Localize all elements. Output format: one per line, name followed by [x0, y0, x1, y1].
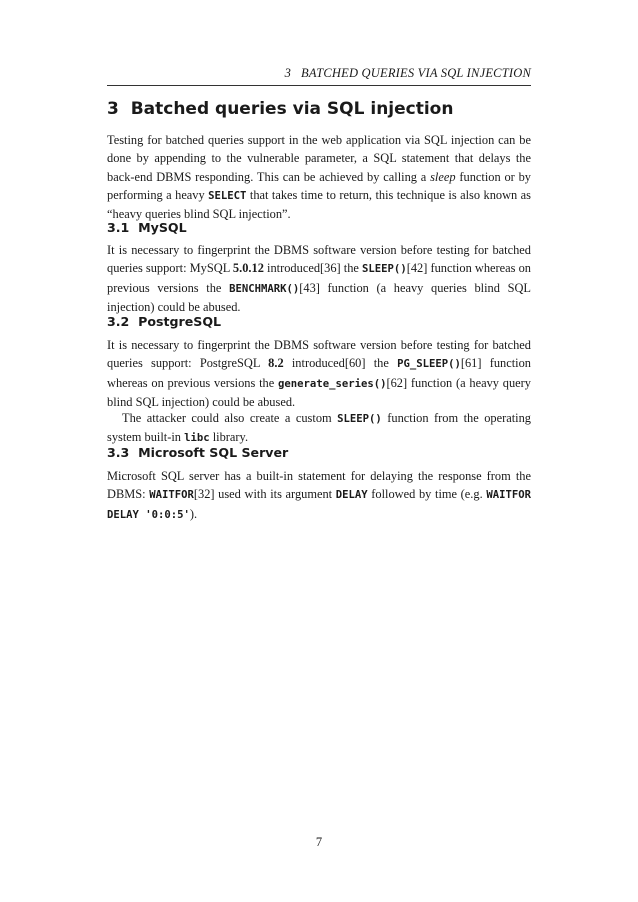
mssql-text-2: [32] used with its argument	[193, 487, 336, 502]
postgresql-p2-code-sleep: SLEEP()	[337, 413, 382, 425]
section-title-text: Batched queries via SQL injection	[130, 99, 454, 119]
intro-text-2: function or by performing a heavy	[107, 169, 531, 202]
postgresql-p2-code-libc: libc	[184, 432, 210, 445]
postgresql-code-generate-series: generate_series()	[278, 377, 387, 390]
postgresql-p2-text-3: library.	[209, 430, 249, 445]
subsection-title-mysql	[107, 220, 187, 235]
mysql-text-4: [43] function (a heavy queries blind SQL injection) could be abused.	[107, 280, 531, 314]
intro-code: SELECT	[208, 189, 247, 202]
mssql-code-waitfor: WAITFOR	[149, 489, 194, 502]
mysql-paragraph	[107, 241, 531, 316]
mssql-text-3: followed by time (e.g.	[367, 487, 487, 502]
intro-paragraph	[107, 131, 531, 223]
subsection-title-mssql	[107, 445, 288, 460]
section-title	[107, 99, 453, 119]
subsection-title-postgresql	[107, 314, 221, 329]
subsection-title-text: Microsoft SQL Server	[138, 445, 289, 460]
mysql-code-sleep: SLEEP()	[362, 263, 407, 276]
intro-text-3: that takes time to return, this technique is also known as “heavy queries blind SQL injection”.	[107, 187, 531, 222]
subsection-title-text: MySQL	[138, 220, 187, 235]
mssql-paragraph	[107, 467, 531, 524]
mysql-code-benchmark: BENCHMARK()	[229, 282, 300, 295]
subsection-title-text: PostgreSQL	[138, 314, 222, 329]
subsection-number: 3.2	[107, 314, 130, 329]
postgresql-paragraph	[107, 336, 531, 411]
intro-text-1: Testing for batched queries support in the web application via SQL injection can be done by appending to the vulnerable parameter, a SQL statement that delays the back-end DBMS responding. This can be achieved by calling a	[107, 133, 531, 184]
postgresql-text-3: [61] function whereas on previous versions the	[107, 356, 531, 390]
subsection-number: 3.3	[107, 445, 130, 460]
postgresql-p2-text-2: function from the operating system built-in	[107, 411, 531, 445]
mssql-text-4: ).	[189, 506, 198, 521]
postgresql-text-2: introduced[60] the	[283, 356, 398, 371]
mysql-text-1: It is necessary to fingerprint the DBMS software version before testing for batched queries support: MySQL	[107, 243, 531, 276]
running-head-number: 3	[284, 66, 292, 80]
section-number: 3	[107, 99, 119, 119]
postgresql-paragraph-2	[107, 409, 531, 448]
mysql-text-2: introduced[36] the	[263, 261, 363, 276]
mssql-code-delay: DELAY	[335, 489, 368, 502]
mysql-text-3: [42] function whereas on previous versions the	[107, 261, 531, 295]
postgresql-text-1: It is necessary to fingerprint the DBMS software version before testing for batched queries support: PostgreSQL	[107, 338, 531, 371]
header-rule	[107, 85, 531, 86]
mysql-version: 5.0.12	[232, 261, 264, 276]
running-head-text: BATCHED QUERIES VIA SQL INJECTION	[301, 66, 531, 80]
postgresql-text-4: [62] function (a heavy query blind SQL injection) could be abused.	[107, 375, 532, 409]
subsection-number: 3.1	[107, 220, 130, 235]
intro-emphasis: sleep	[430, 169, 456, 184]
postgresql-version: 8.2	[268, 356, 284, 371]
mssql-code-example: WAITFOR DELAY '0:0:5'	[107, 489, 531, 521]
mssql-text-1: Microsoft SQL server has a built-in statement for delaying the response from the DBMS:	[107, 469, 531, 502]
postgresql-p2-text-1: The attacker could also create a custom	[122, 411, 338, 425]
page-number: 7	[315, 835, 323, 849]
running-head	[107, 66, 531, 81]
postgresql-code-pg-sleep: PG_SLEEP()	[397, 358, 461, 371]
